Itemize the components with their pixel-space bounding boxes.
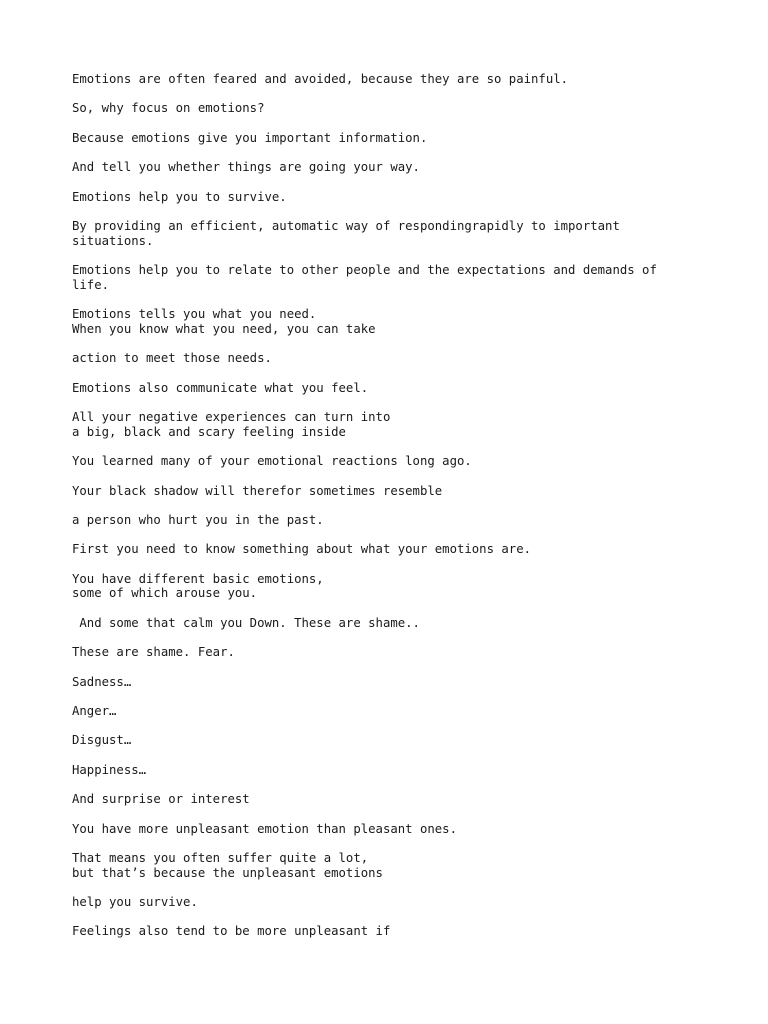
text-line: situations.: [72, 233, 154, 248]
paragraph: [72, 351, 712, 366]
text-line: Emotions tells you what you need.: [72, 307, 317, 322]
text-line: Happiness…: [72, 762, 147, 777]
paragraph: [72, 131, 712, 146]
text-line: Emotions are often feared and avoided, because they are so painful.: [72, 72, 569, 86]
text-line: Your black shadow will therefor sometimes resemble: [72, 483, 443, 498]
paragraph: [72, 792, 712, 807]
paragraph: [72, 704, 712, 719]
text-line: some of which arouse you.: [72, 586, 258, 601]
paragraph: [72, 190, 712, 205]
text-line: These are shame. Fear.: [72, 645, 235, 660]
paragraph: [72, 381, 712, 396]
paragraph: [72, 895, 712, 910]
paragraph: [72, 572, 712, 601]
text-line: a person who hurt you in the past.: [72, 512, 324, 527]
text-line: action to meet those needs.: [72, 351, 272, 366]
text-line: Sadness…: [72, 674, 132, 689]
paragraph: [72, 851, 712, 880]
paragraph: [72, 454, 712, 469]
paragraph: [72, 513, 712, 528]
paragraph: [72, 101, 712, 116]
text-line: You learned many of your emotional reactions long ago.: [72, 454, 472, 469]
paragraph: [72, 616, 712, 631]
text-line: So, why focus on emotions?: [72, 101, 265, 116]
text-line: By providing an efficient, automatic way of respondingrapidly to important: [72, 218, 620, 233]
text-line: When you know what you need, you can take: [72, 321, 376, 336]
text-line: And tell you whether things are going your way.: [72, 160, 420, 175]
text-line: You have more unpleasant emotion than pleasant ones.: [72, 821, 457, 836]
paragraph: [72, 822, 712, 837]
paragraph: [72, 675, 712, 690]
text-line: You have different basic emotions,: [72, 571, 324, 586]
text-line: Because emotions give you important information.: [72, 130, 428, 145]
text-line: help you survive.: [72, 894, 198, 909]
text-line: a big, black and scary feeling inside: [72, 424, 346, 439]
text-line: First you need to know something about what your emotions are.: [72, 542, 532, 557]
paragraph: [72, 410, 712, 439]
text-line: Disgust…: [72, 733, 132, 748]
text-line: but that’s because the unpleasant emotions: [72, 865, 383, 880]
document-page: [72, 72, 712, 954]
text-line: Emotions help you to relate to other people and the expectations and demands of: [72, 263, 657, 278]
text-line: Emotions also communicate what you feel.: [72, 380, 369, 395]
text-line: Anger…: [72, 703, 117, 718]
text-line: Emotions help you to survive.: [72, 189, 287, 204]
paragraph: [72, 219, 712, 248]
paragraph: [72, 645, 712, 660]
text-line: All your negative experiences can turn into: [72, 410, 391, 425]
paragraph: [72, 763, 712, 778]
paragraph: [72, 924, 712, 939]
paragraph: [72, 307, 712, 336]
text-line: And some that calm you Down. These are shame..: [72, 615, 420, 630]
paragraph: [72, 733, 712, 748]
text-line: And surprise or interest: [72, 792, 250, 807]
paragraph: [72, 484, 712, 499]
paragraph: [72, 160, 712, 175]
paragraph: [72, 263, 712, 292]
text-line: That means you often suffer quite a lot,: [72, 850, 369, 865]
text-line: Feelings also tend to be more unpleasant if: [72, 924, 391, 939]
paragraph: [72, 72, 712, 87]
text-line: life.: [72, 277, 110, 292]
paragraph: [72, 542, 712, 557]
